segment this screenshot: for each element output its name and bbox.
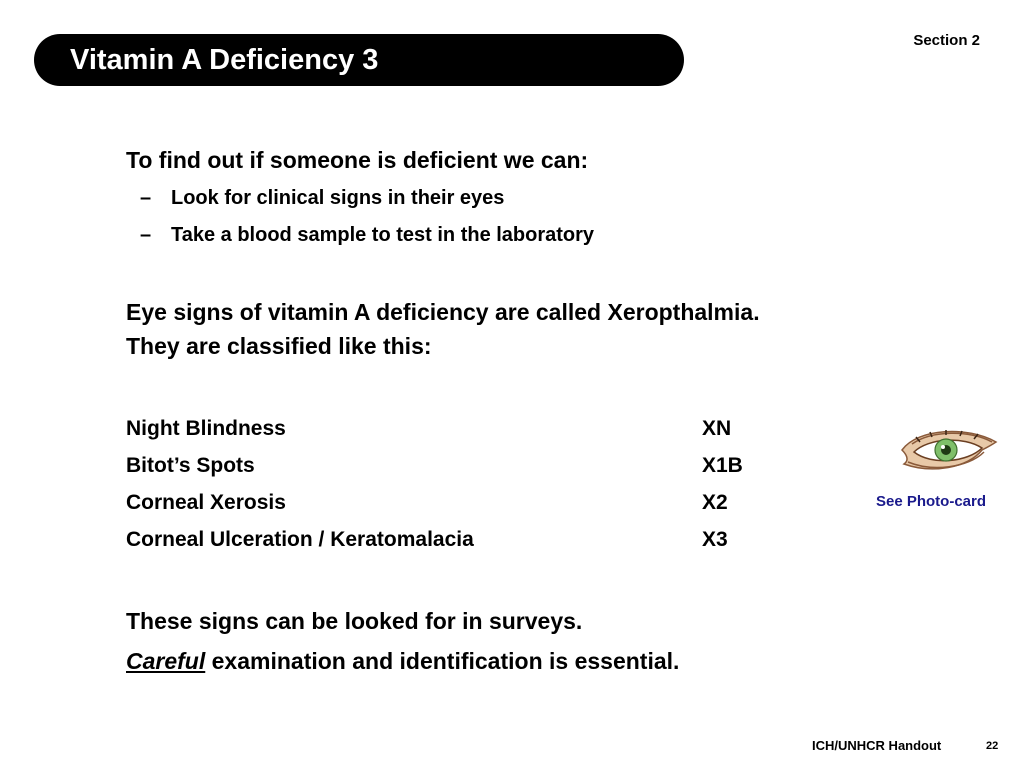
sign-code: XN <box>702 417 732 440</box>
careful-emphasis: Careful <box>126 648 206 674</box>
sign-code: X2 <box>702 491 728 514</box>
sign-code: X3 <box>702 528 728 551</box>
closing-line-2 <box>126 645 679 677</box>
see-photo-card-link[interactable]: See Photo-card <box>876 493 987 510</box>
xerophthalmia-line-1: Eye signs of vitamin A deficiency are called Xeropthalmia. <box>126 299 760 325</box>
classification-row <box>126 452 826 480</box>
intro-heading: To find out if someone is deficient we can: <box>126 147 589 173</box>
bullet-item <box>140 222 594 248</box>
sign-code: X1B <box>702 454 743 477</box>
page-number: 22 <box>986 740 999 752</box>
bullet-text: Take a blood sample to test in the laboratory <box>171 224 595 246</box>
footer-handout: ICH/UNHCR Handout <box>812 738 942 753</box>
bullet-dash: – <box>140 224 152 246</box>
sign-name: Night Blindness <box>126 417 286 440</box>
closing-line-1: These signs can be looked for in surveys. <box>126 608 583 634</box>
classification-row <box>126 489 826 517</box>
classification-row <box>126 415 826 443</box>
page-title: Vitamin A Deficiency 3 <box>70 44 379 76</box>
bullet-text: Look for clinical signs in their eyes <box>171 187 505 209</box>
sign-name: Corneal Xerosis <box>126 491 286 514</box>
classification-row <box>126 526 826 554</box>
section-label: Section 2 <box>913 32 980 49</box>
closing-rest: examination and identification is essential. <box>205 648 680 674</box>
title-bar <box>34 34 684 86</box>
bullet-item <box>140 185 504 211</box>
eye-icon <box>898 424 1000 476</box>
sign-name: Bitot’s Spots <box>126 454 255 477</box>
bullet-dash: – <box>140 187 152 209</box>
xerophthalmia-line-2: They are classified like this: <box>126 333 432 359</box>
sign-name: Corneal Ulceration / Keratomalacia <box>126 528 474 551</box>
